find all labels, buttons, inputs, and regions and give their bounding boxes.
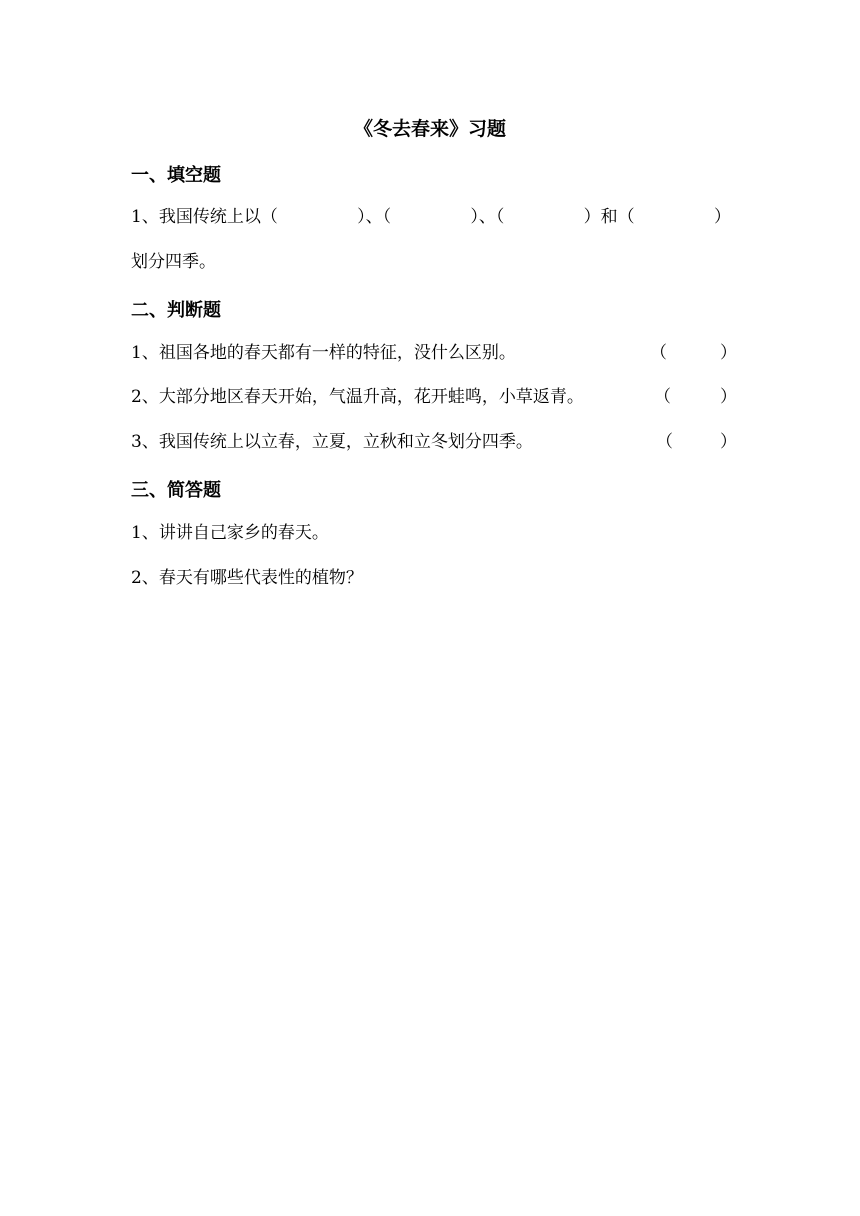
fill-blank-segment: ）和（: [583, 207, 635, 227]
answer-paren-open: （: [650, 343, 667, 363]
answer-paren-close: ）: [720, 432, 737, 452]
short-answer-question-2: 2、春天有哪些代表性的植物？: [131, 568, 363, 588]
section-heading-fill-blank: 一、填空题: [131, 165, 221, 186]
page-title: 《冬去春来》习题: [353, 118, 506, 140]
answer-paren-close: ）: [720, 343, 737, 363]
fill-blank-question-1: [131, 205, 731, 229]
fill-blank-question-1-continuation: 划分四季。: [131, 252, 216, 272]
answer-paren-open: （: [654, 387, 671, 407]
fill-blank-segment: 1、我国传统上以（: [131, 207, 278, 227]
answer-paren-close: ）: [720, 387, 737, 407]
answer-paren-open: （: [656, 432, 673, 452]
fill-blank-segment: ）: [713, 207, 731, 227]
short-answer-question-1: 1、讲讲自己家乡的春天。: [131, 523, 329, 543]
judgment-question-2: 2、大部分地区春天开始，气温升高，花开蛙鸣，小草返青。: [131, 387, 584, 407]
fill-blank-segment: ）、（: [470, 207, 505, 227]
fill-blank-segment: ）、（: [357, 207, 392, 227]
judgment-question-3: 3、我国传统上以立春，立夏，立秋和立冬划分四季。: [131, 432, 533, 452]
judgment-question-1: 1、祖国各地的春天都有一样的特征，没什么区别。: [131, 343, 516, 363]
section-heading-short-answer: 三、简答题: [131, 480, 221, 501]
section-heading-judgment: 二、判断题: [131, 300, 221, 321]
